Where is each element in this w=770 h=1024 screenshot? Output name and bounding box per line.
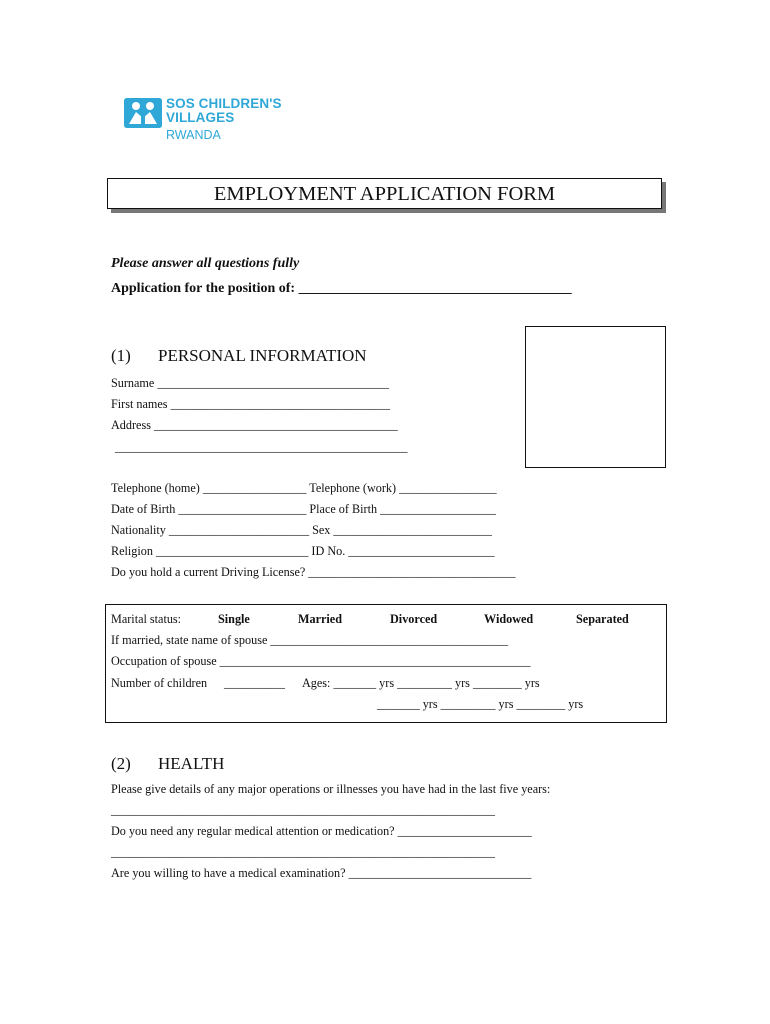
form-title: EMPLOYMENT APPLICATION FORM: [213, 183, 556, 205]
surname-field[interactable]: Surname ______________________________________: [111, 376, 389, 390]
first-names-field[interactable]: First names ____________________________________: [111, 397, 390, 411]
option-single[interactable]: Single: [218, 612, 250, 626]
health-question-3-field[interactable]: Are you willing to have a medical examination? ______________________________: [111, 866, 532, 880]
nationality-sex-fields[interactable]: Nationality _______________________ Sex __________________________: [111, 523, 492, 537]
children-count-field[interactable]: __________: [224, 676, 285, 690]
health-answer-2-field[interactable]: _______________________________________________________________: [111, 845, 495, 859]
health-question-2-field[interactable]: Do you need any regular medical attention or medication? ______________________: [111, 824, 532, 838]
title-box: [107, 178, 662, 209]
children-ages-field-2[interactable]: _______ yrs _________ yrs ________ yrs: [377, 697, 584, 711]
sos-logo-icon: [124, 98, 162, 128]
spouse-name-field[interactable]: If married, state name of spouse _______________________________________: [111, 633, 509, 647]
logo-title: [166, 97, 282, 124]
option-separated[interactable]: Separated: [576, 612, 629, 626]
children-label: Number of children: [111, 676, 208, 690]
section-1-number: (1): [111, 346, 131, 365]
section-1-heading: PERSONAL INFORMATION: [158, 346, 367, 365]
photo-box: [525, 326, 666, 468]
health-answer-1-field[interactable]: _______________________________________________________________: [111, 803, 495, 817]
option-widowed[interactable]: Widowed: [484, 612, 534, 626]
birth-fields[interactable]: Date of Birth _____________________ Place of Birth ___________________: [111, 502, 496, 516]
instructions: Please answer all questions fully: [111, 256, 300, 271]
religion-id-fields[interactable]: Religion _________________________ ID No. ________________________: [111, 544, 495, 558]
section-2-number: (2): [111, 754, 131, 773]
option-divorced[interactable]: Divorced: [390, 612, 438, 626]
spouse-occupation-field[interactable]: Occupation of spouse ___________________________________________________: [111, 654, 531, 668]
driving-license-field[interactable]: Do you hold a current Driving License? __________________________________: [111, 565, 516, 579]
health-question-1: Please give details of any major operations or illnesses you have had in the last five years:: [111, 782, 551, 796]
logo-line-3: RWANDA: [166, 128, 221, 142]
logo-line-1: SOS CHILDREN'S: [166, 96, 282, 111]
section-2-heading: HEALTH: [158, 754, 225, 773]
address-continued-field[interactable]: ________________________________________________: [115, 440, 408, 454]
children-ages-field[interactable]: Ages: _______ yrs _________ yrs ________ yrs: [302, 676, 540, 690]
address-field[interactable]: Address ________________________________________: [111, 418, 398, 432]
telephone-fields[interactable]: Telephone (home) _________________ Telephone (work) ________________: [111, 481, 497, 495]
position-field[interactable]: Application for the position of: _______________________________________: [111, 281, 572, 296]
option-married[interactable]: Married: [298, 612, 342, 626]
marital-status-label: Marital status:: [111, 612, 182, 626]
logo-line-2: VILLAGES: [166, 109, 235, 125]
